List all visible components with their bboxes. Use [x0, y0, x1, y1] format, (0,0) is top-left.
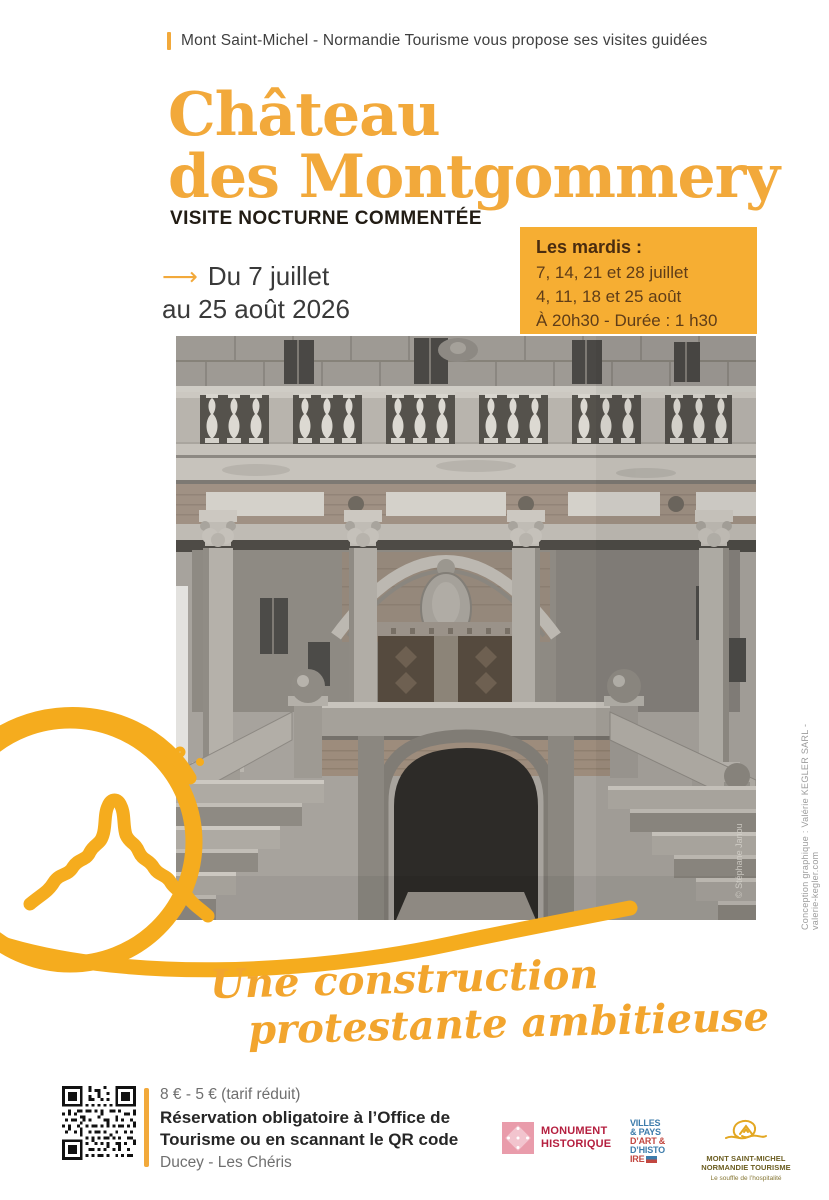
- mh-line2: HISTORIQUE: [541, 1138, 612, 1150]
- poster-subtitle: VISITE NOCTURNE COMMENTÉE: [170, 208, 482, 229]
- schedule-line: 4, 11, 18 et 25 août: [536, 287, 682, 307]
- title-line2: des Montgommery: [168, 142, 780, 213]
- poster-title: [168, 80, 780, 213]
- vp-line5-text: IRE: [630, 1154, 645, 1164]
- schedule-heading: Les mardis :: [536, 237, 643, 257]
- photo-credit-text: © Stéphane Janou: [734, 823, 744, 898]
- logo-msm-tourisme: [686, 1117, 806, 1182]
- monument-historique-label: [541, 1125, 611, 1150]
- vp-flag-icon: [646, 1156, 657, 1163]
- schedule-line: À 20h30 - Durée : 1 h30: [536, 311, 718, 331]
- schedule-box: [520, 227, 757, 334]
- logo-villes-et-pays: [630, 1119, 665, 1164]
- msm-line3: Le souffle de l’hospitalité: [710, 1174, 782, 1182]
- msm-line2: NORMANDIE TOURISME: [701, 1163, 791, 1173]
- vp-line2: & PAYS: [630, 1127, 661, 1137]
- msm-swirl-icon: [724, 1117, 768, 1149]
- chateau-photo-art: [176, 336, 756, 920]
- mh-line1: MONUMENT: [541, 1125, 608, 1138]
- date-line1-text: Du 7 juillet: [207, 261, 330, 291]
- slogan-line1: Une construction: [209, 950, 599, 1009]
- schedule-line: 7, 14, 21 et 28 juillet: [536, 263, 689, 282]
- arrow-icon: ⟶: [162, 262, 198, 291]
- date-range: [162, 260, 350, 325]
- design-credit: Conception graphique : Valérie KEGLER SARL - valerie-kegler.com: [800, 723, 820, 930]
- tagline-text: Mont Saint-Michel - Normandie Tourisme vous propose ses visites guidées: [181, 32, 708, 49]
- booking-line1: Réservation obligatoire à l’Office de: [160, 1108, 451, 1127]
- booking-line2: Tourisme ou en scannant le QR code: [160, 1130, 459, 1150]
- footer-accent-bar: [144, 1088, 149, 1167]
- footer-info: [160, 1086, 460, 1172]
- vp-line4: D’HISTO: [630, 1145, 665, 1155]
- qr-code: [62, 1086, 136, 1160]
- vp-line5: [630, 1155, 665, 1164]
- monument-historique-icon: [502, 1122, 534, 1154]
- vp-line1: VILLES: [630, 1118, 661, 1128]
- logo-monument-historique: [502, 1122, 611, 1154]
- vp-line3: D’ART &: [630, 1136, 666, 1146]
- chateau-photo: [176, 336, 756, 920]
- date-line2: au 25 août 2026: [162, 293, 350, 324]
- price-text: 8 € - 5 € (tarif réduit): [160, 1086, 301, 1103]
- date-line1: [162, 260, 350, 293]
- slogan-line2: protestante ambitieuse: [247, 993, 770, 1054]
- location-text: Ducey - Les Chéris: [160, 1154, 292, 1172]
- header-tagline: [167, 32, 708, 50]
- msm-line1: MONT SAINT-MICHEL: [706, 1154, 786, 1163]
- title-line1: Château: [168, 80, 440, 150]
- accent-bar-icon: [167, 32, 171, 50]
